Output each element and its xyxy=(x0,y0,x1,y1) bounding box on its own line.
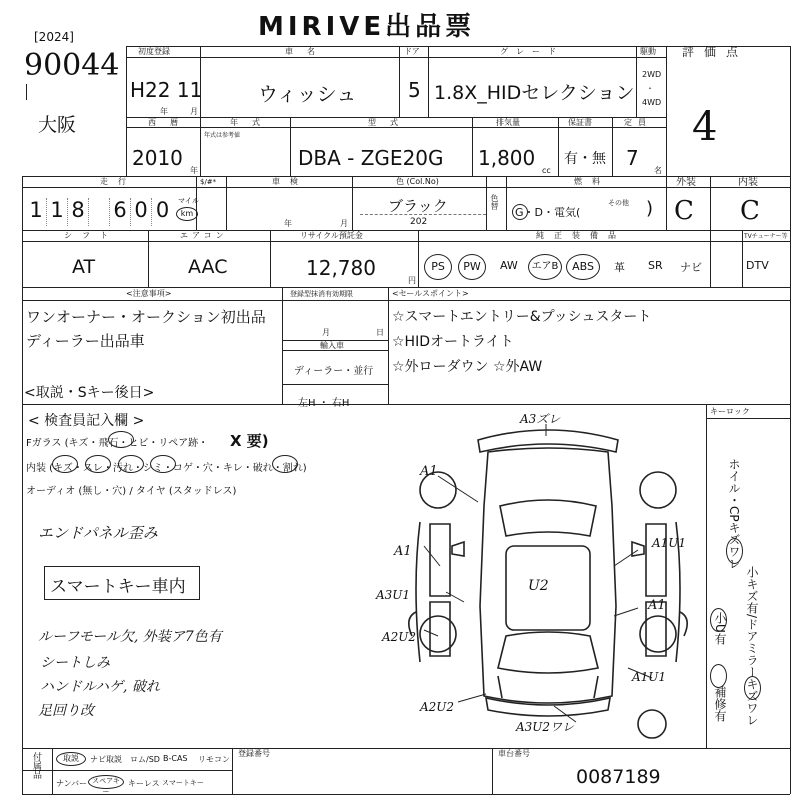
equip-ps: PS xyxy=(424,254,452,280)
displacement-unit: cc xyxy=(542,166,551,175)
equip-sunroof: SR xyxy=(648,259,663,272)
attention-line-1: ワンオーナー・オークション初出品 xyxy=(26,308,266,326)
sales-line-2: ☆HIDオートライト xyxy=(392,334,514,350)
accessory-remote: リモコン xyxy=(198,755,230,764)
shift-label: シフト xyxy=(64,231,118,240)
equip-navi: ナビ xyxy=(680,261,702,274)
sales-label: <セールスポイント> xyxy=(392,289,469,298)
first-reg-label: 初度登録 xyxy=(138,47,170,56)
capacity-label: 定員 xyxy=(624,118,652,127)
year-tag: [2024] xyxy=(34,30,74,44)
keylock-label: キーロック xyxy=(710,407,750,416)
capacity-unit: 名 xyxy=(654,166,662,175)
year-unit: 年 xyxy=(160,107,168,116)
fuel-label: 燃料 xyxy=(574,177,610,186)
ac-value: AAC xyxy=(188,256,228,278)
ac-label: エアコン xyxy=(180,231,228,240)
accessory-number: ナンバー xyxy=(56,779,88,788)
glass-line: Fガラス (キズ・飛石・ヒビ・リペア跡・ xyxy=(26,438,209,449)
equip-dtv: DTV xyxy=(746,259,769,272)
mileage-digit: 0 xyxy=(131,198,152,226)
accessory-smart-key: スマートキー xyxy=(162,779,204,787)
accessory-navi-manual: ナビ取説 xyxy=(90,755,122,764)
fuel-value: G・D・電気( xyxy=(515,206,581,219)
model-year-note: 年式は参考値 xyxy=(204,132,241,139)
displacement-value: 1,800 xyxy=(478,146,536,170)
accessory-spare-key: スペアキー xyxy=(88,775,124,789)
warranty-value: 有・無 xyxy=(564,151,606,167)
chassis-label: 車台番号 xyxy=(498,749,530,758)
type-value: DBA - ZGE20G xyxy=(298,146,444,170)
drive-label: 駆動 xyxy=(640,47,656,56)
interior-line: 内装 (キズ・スレ・汚れ・シミ・コゲ・穴・キレ・破れ・割れ) xyxy=(26,463,307,474)
drive-2wd: 2WD xyxy=(642,70,662,79)
mileage-digit: 8 xyxy=(68,198,89,226)
equip-abs: ABS xyxy=(566,254,600,280)
handwritten-note-1: エンドパネル歪み xyxy=(38,524,158,542)
equip-leather: 革 xyxy=(614,261,625,274)
attention-label: <注意事項> xyxy=(126,289,172,298)
fuel-close: ) xyxy=(646,198,654,219)
circle-mark xyxy=(744,676,761,700)
score-value: 4 xyxy=(692,104,718,150)
score-label: 評価点 xyxy=(682,45,749,59)
handwritten-note-3: ルーフモール欠, 外装ア7色有 xyxy=(38,629,222,645)
expiry-day: 日 xyxy=(376,328,384,337)
circle-mark xyxy=(726,538,743,564)
mileage-digits xyxy=(26,198,176,226)
door-label: ドア xyxy=(404,47,420,56)
keylock-col-3: 小U有 xyxy=(713,612,727,645)
sharp-label: $/#* xyxy=(200,178,217,186)
circle-mark xyxy=(710,608,727,632)
sales-line-3: ☆外ローダウン ☆外AW xyxy=(392,359,543,375)
accessory-bcas: B-CAS xyxy=(163,754,188,763)
color-change-label: 色替 xyxy=(490,194,499,210)
circle-mark xyxy=(118,455,144,473)
shift-value: AT xyxy=(72,256,96,278)
damage-mark: A3U2ワレ xyxy=(516,720,575,734)
accessory-label: 付属品 xyxy=(31,752,41,779)
mileage-digit: 1 xyxy=(26,198,47,226)
inspection-label: 車検 xyxy=(272,177,308,186)
damage-mark: A1 xyxy=(420,464,438,479)
import-label: 輸入車 xyxy=(320,341,344,350)
circle-mark xyxy=(710,664,727,688)
tuner-label: TVチューナー等 xyxy=(744,233,788,240)
handwritten-note-6: 足回り改 xyxy=(38,703,94,719)
first-reg-value: H22 11 xyxy=(130,78,203,102)
recycle-value: 12,780 xyxy=(306,256,376,280)
damage-mark: A1 xyxy=(648,598,666,613)
drive-4wd: 4WD xyxy=(642,98,662,107)
grade-value: 1.8X_HIDセレクション xyxy=(434,82,635,104)
expiry-label: 登録型抹消有効期限 xyxy=(290,290,353,298)
mileage-digit: 1 xyxy=(47,198,68,226)
damage-mark: U2 xyxy=(528,578,549,594)
grade-label: グレード xyxy=(500,47,564,56)
inspection-month-unit: 月 xyxy=(340,219,348,228)
handwritten-note-4: シートしみ xyxy=(40,655,110,671)
accessory-manual: 取説 xyxy=(56,752,86,766)
expiry-month: 月 xyxy=(322,328,330,337)
mileage-label: 走行 xyxy=(100,177,136,186)
sales-line-1: ☆スマートエントリー&プッシュスタート xyxy=(392,309,652,325)
sheet-title: MIRIVE出品票 xyxy=(258,12,476,42)
damage-mark: A2U2 xyxy=(382,630,417,644)
damage-mark: A2U2 xyxy=(420,700,455,714)
month-unit: 月 xyxy=(190,107,198,116)
circle-mark xyxy=(272,455,298,473)
equip-airbag: エアB xyxy=(528,254,562,280)
mileage-digit: 6 xyxy=(110,198,131,226)
handle-value: 左H ・ 右H xyxy=(298,398,350,409)
inspection-year-unit: 年 xyxy=(284,219,292,228)
inspection-header: < 検査員記入欄 > xyxy=(28,413,145,429)
color-label: 色 (Col.No) xyxy=(396,177,439,186)
interior-label: 内装 xyxy=(738,177,758,188)
equip-aw: AW xyxy=(500,259,518,272)
damage-mark: A1 xyxy=(394,544,412,559)
handwritten-note-5: ハンドルハゲ, 破れ xyxy=(40,679,160,695)
audio-line: オーディオ (無し・穴) / タイヤ (スタッドレス) xyxy=(26,486,237,497)
western-value: 2010 xyxy=(132,146,183,170)
lot-number: 90044 xyxy=(24,48,120,83)
car-name-value: ウィッシュ xyxy=(258,82,357,106)
fuel-other: その他 xyxy=(608,199,629,207)
exterior-value: C xyxy=(674,196,694,226)
handwritten-note-2: スマートキー車内 xyxy=(50,577,186,597)
warranty-label: 保証書 xyxy=(568,118,592,127)
recycle-label: リサイクル預託金 xyxy=(300,231,363,240)
recycle-unit: 円 xyxy=(408,276,416,285)
color-divider xyxy=(360,214,486,215)
car-name-label: 車名 xyxy=(285,47,329,56)
circle-mark xyxy=(52,455,78,473)
damage-mark: A3U1 xyxy=(376,588,411,602)
capacity-value: 7 xyxy=(626,146,639,170)
drive-sep: ・ xyxy=(646,84,654,93)
damage-mark: A3ズレ xyxy=(520,412,561,426)
car-damage-diagram xyxy=(390,406,706,748)
type-label: 型式 xyxy=(368,118,412,127)
interior-value: C xyxy=(740,196,760,226)
mileage-digit xyxy=(89,198,110,226)
chassis-value: 0087189 xyxy=(576,766,661,788)
attention-line-2: ディーラー出品車 xyxy=(26,332,145,350)
bottom-note: <取説・Sキー後日> xyxy=(24,385,155,401)
equipment-label: 純正装備品 xyxy=(536,231,626,240)
mileage-digit: 0 xyxy=(155,198,170,222)
accessory-keyless: キーレス xyxy=(128,779,160,788)
color-value: ブラック xyxy=(388,197,448,215)
exterior-label: 外装 xyxy=(676,177,696,188)
equip-pw: PW xyxy=(458,254,486,280)
model-year-label: 年式 xyxy=(230,118,274,127)
glass-mark: X 要) xyxy=(230,432,269,450)
keylock-col-1: ホイル・CPキズワレ xyxy=(727,458,741,570)
mileage-unit-mile: マイル xyxy=(178,197,199,205)
door-value: 5 xyxy=(408,78,421,102)
circle-mark xyxy=(150,455,176,473)
keylock-col-2: 小キズ有/ドアミラーキズワレ xyxy=(745,566,759,727)
import-value: ディーラー・並行 xyxy=(294,366,374,377)
damage-mark: A1U1 xyxy=(652,536,687,550)
keylock-col-4: 補修有 xyxy=(713,686,727,722)
western-unit: 年 xyxy=(190,166,198,175)
circle-mark xyxy=(85,455,111,473)
mileage-unit-km: km xyxy=(176,207,198,221)
damage-mark: A1U1 xyxy=(632,670,667,684)
circle-mark xyxy=(108,431,134,448)
displacement-label: 排気量 xyxy=(496,118,520,127)
reg-number-label: 登録番号 xyxy=(238,749,270,758)
western-label: 西暦 xyxy=(148,118,192,127)
accessory-rom-sd: ロム/SD xyxy=(130,755,160,764)
location: 大阪 xyxy=(38,114,77,136)
color-number: 202 xyxy=(410,217,428,227)
